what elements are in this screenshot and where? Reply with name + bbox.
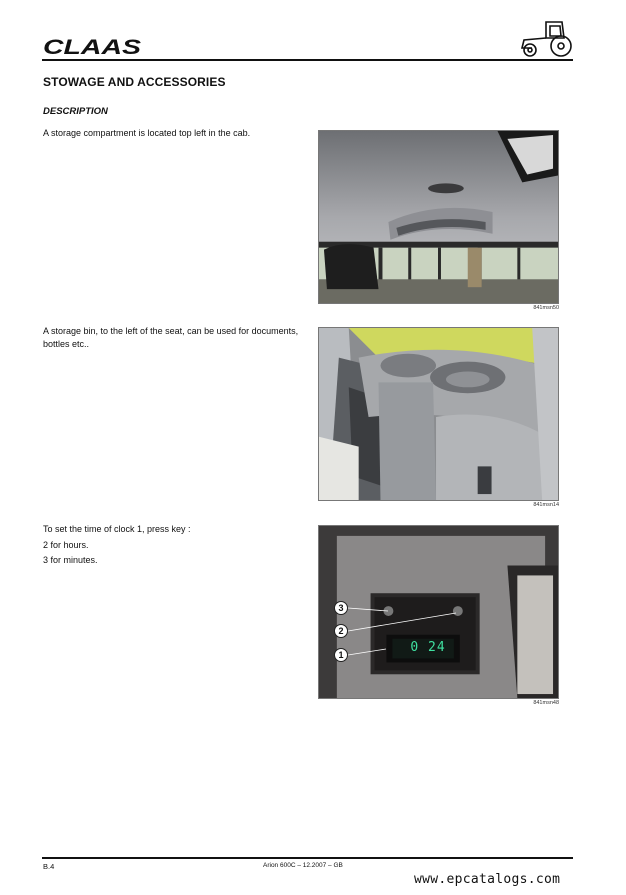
- callout-3: 3: [334, 601, 348, 615]
- claas-logo: [43, 37, 143, 57]
- clock-instruction-line: 3 for minutes.: [43, 555, 98, 565]
- document-reference: Arion 600C – 12.2007 – GB: [263, 862, 343, 869]
- storage-bin-text: A storage bin, to the left of the seat, can be used for documents, bottles etc..: [43, 326, 299, 349]
- clock-instruction-line: 2 for hours.: [43, 539, 89, 550]
- photo-reference: 841msn50: [533, 305, 559, 311]
- storage-compartment-text: A storage compartment is located top left in the cab.: [43, 128, 251, 138]
- clock-instruction-line: To set the time of clock 1, press key :: [43, 524, 191, 534]
- cab-ceiling-photo: [318, 130, 559, 304]
- callout-1: 1: [334, 648, 348, 662]
- storage-bin-photo: [318, 327, 559, 501]
- clock-display: 0 24: [410, 640, 446, 655]
- clock-instructions: [43, 522, 308, 569]
- watermark: www.epcatalogs.com: [414, 872, 561, 887]
- subsection-title: DESCRIPTION: [43, 106, 108, 117]
- photo-reference: 841msn14: [533, 502, 559, 508]
- callout-2: 2: [334, 624, 348, 638]
- tractor-icon: [516, 18, 574, 58]
- header-rule: [42, 59, 573, 61]
- page-number: B.4: [43, 862, 55, 871]
- footer-rule: [42, 857, 573, 859]
- svg-text:CLAAS: CLAAS: [43, 37, 141, 57]
- section-title: STOWAGE AND ACCESSORIES: [43, 75, 226, 89]
- photo-reference: 841msn48: [533, 700, 559, 706]
- callout-leader-lines: [318, 525, 559, 699]
